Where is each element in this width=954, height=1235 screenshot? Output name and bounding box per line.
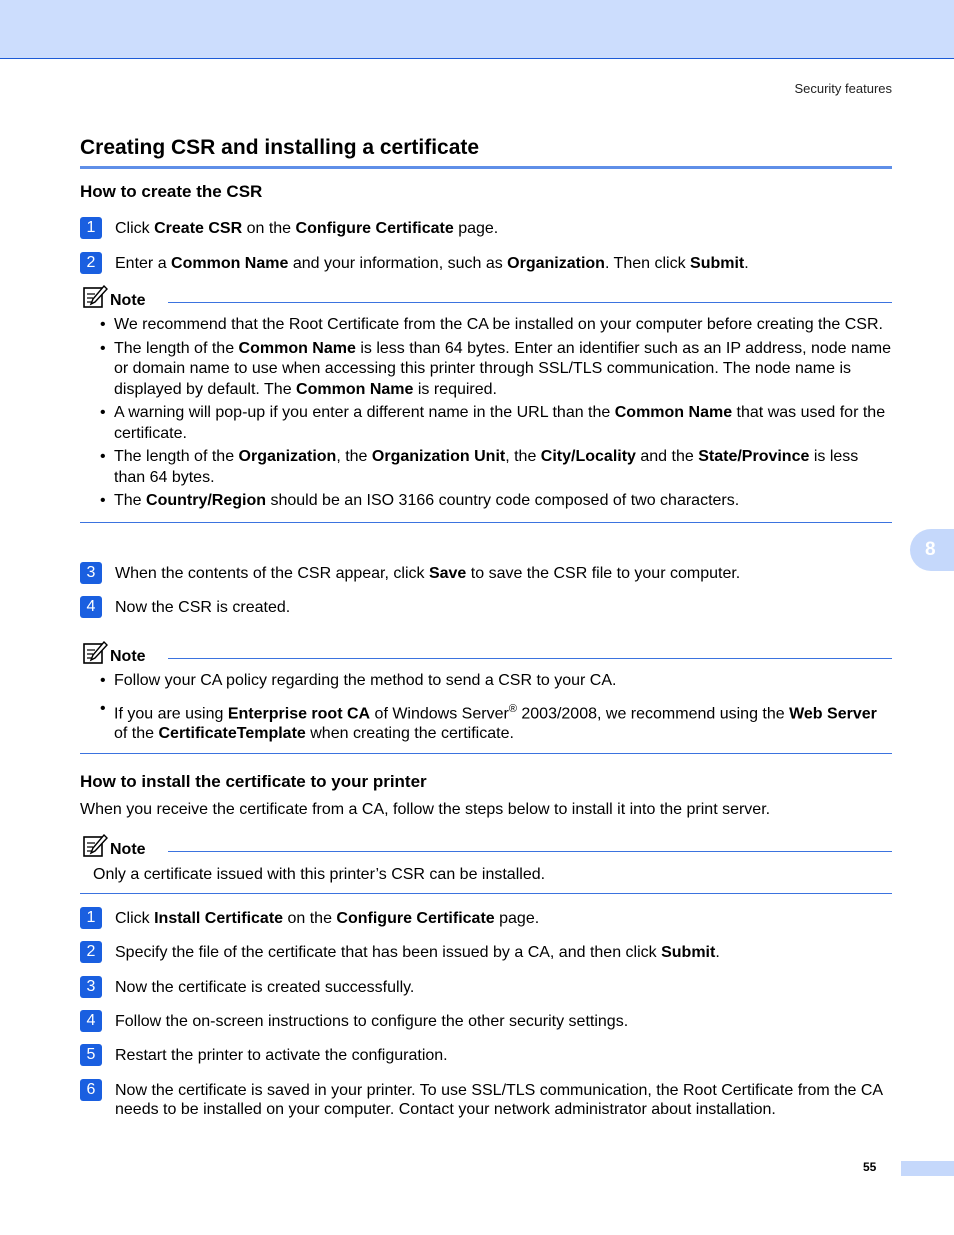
subheading-install-certificate: How to install the certificate to your printer xyxy=(80,772,427,791)
note-bullet: • We recommend that the Root Certificate from the CA be installed on your computer before creating the CSR. xyxy=(80,315,892,336)
install-step-1: 1 Click Install Certificate on the Configure Certificate page. xyxy=(80,909,892,928)
note-bottom-rule xyxy=(80,893,892,894)
step-number-badge: 6 xyxy=(80,1079,102,1101)
step-number-badge: 1 xyxy=(80,217,102,239)
step-number-badge: 3 xyxy=(80,562,102,584)
note-pencil-icon xyxy=(82,834,108,858)
page-number-bar xyxy=(901,1161,954,1176)
note-install xyxy=(80,839,892,894)
csr-step-1: 1 Click Create CSR on the Configure Certificate page. xyxy=(80,219,892,238)
note-csr-requirements xyxy=(80,290,892,523)
chapter-tab: 8 xyxy=(910,529,954,571)
note-bullet: • Follow your CA policy regarding the method to send a CSR to your CA. xyxy=(80,671,892,692)
step-number-badge: 3 xyxy=(80,976,102,998)
note-pencil-icon xyxy=(82,285,108,309)
note-bottom-rule xyxy=(80,522,892,523)
note-bullet: • A warning will pop-up if you enter a different name in the URL than the Common Name that was used for the certificate. xyxy=(80,403,892,444)
note-label: Note xyxy=(110,841,146,858)
step-number-badge: 4 xyxy=(80,596,102,618)
install-step-4: 4 Follow the on-screen instructions to configure the other security settings. xyxy=(80,1012,892,1031)
note-pencil-icon xyxy=(82,641,108,665)
install-step-6: 6 Now the certificate is saved in your printer. To use SSL/TLS communication, the Root Certificate from the CA needs to be installed on your computer. Contact your network administrator about installation. xyxy=(80,1081,892,1119)
install-step-3: 3 Now the certificate is created successfully. xyxy=(80,978,892,997)
step-number-badge: 2 xyxy=(80,941,102,963)
step-number-badge: 4 xyxy=(80,1010,102,1032)
note-rule xyxy=(168,658,892,659)
note-bullet: • The length of the Organization, the Organization Unit, the City/Locality and the State/Province is less than 64 bytes. xyxy=(80,447,892,488)
step-number-badge: 2 xyxy=(80,252,102,274)
csr-step-2: 2 Enter a Common Name and your information, such as Organization. Then click Submit. xyxy=(80,254,892,273)
note-bullet: • The Country/Region should be an ISO 3166 country code composed of two characters. xyxy=(80,491,892,512)
title-rule xyxy=(80,166,892,169)
note-rule xyxy=(168,851,892,852)
subheading-create-csr: How to create the CSR xyxy=(80,182,263,201)
step-number-badge: 5 xyxy=(80,1044,102,1066)
install-intro: When you receive the certificate from a CA, follow the steps below to install it into the print server. xyxy=(80,801,771,818)
note-label: Note xyxy=(110,648,146,665)
note-text: Only a certificate issued with this printer’s CSR can be installed. xyxy=(93,866,546,883)
note-label: Note xyxy=(110,292,146,309)
note-ca-policy xyxy=(80,646,892,754)
section-title: Creating CSR and installing a certificate xyxy=(80,136,480,159)
running-header: Security features xyxy=(794,81,892,96)
note-bullet: • The length of the Common Name is less than 64 bytes. Enter an identifier such as an IP address, node name or domain name to use when accessing this printer through SSL/TLS communication. The node name is displayed by default. The Common Name is required. xyxy=(80,339,892,401)
page-number: 55 xyxy=(863,1160,877,1174)
note-bottom-rule xyxy=(80,753,892,754)
install-step-5: 5 Restart the printer to activate the configuration. xyxy=(80,1046,892,1065)
csr-step-4: 4 Now the CSR is created. xyxy=(80,598,892,617)
header-band xyxy=(0,0,954,59)
note-rule xyxy=(168,302,892,303)
step-number-badge: 1 xyxy=(80,907,102,929)
install-step-2: 2 Specify the file of the certificate that has been issued by a CA, and then click Submit. xyxy=(80,943,892,962)
csr-step-3: 3 When the contents of the CSR appear, click Save to save the CSR file to your computer. xyxy=(80,564,892,583)
note-bullet: • If you are using Enterprise root CA of Windows Server® 2003/2008, we recommend using the Web Server of the CertificateTemplate when creating the certificate. xyxy=(80,699,892,745)
